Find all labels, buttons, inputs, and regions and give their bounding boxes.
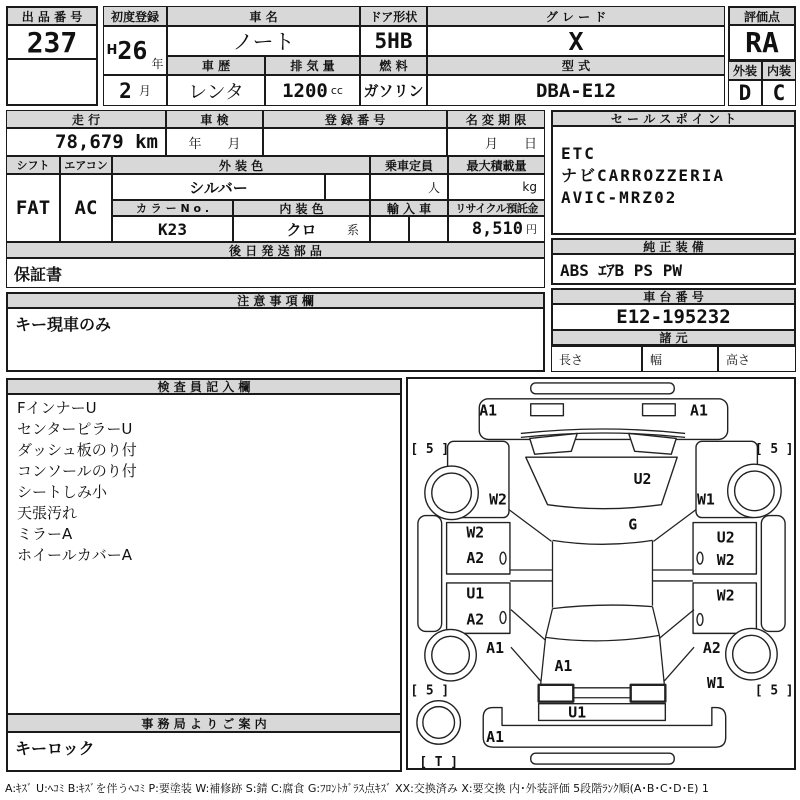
door-handle-shape (500, 612, 506, 624)
spec-height: 高さ (718, 346, 796, 372)
import-cell-2 (409, 216, 448, 242)
condition-marker: A2 (466, 611, 485, 629)
condition-marker: W2 (716, 587, 735, 605)
condition-marker: U2 (633, 470, 652, 488)
sales-line: ETC (561, 144, 596, 163)
recycle-cell (448, 216, 545, 242)
left-taillight-shape (539, 685, 574, 702)
recycle-unit: 円 (526, 223, 537, 236)
exterior-grade: D (728, 80, 762, 106)
capacity-header: 乗車定員 (370, 156, 448, 174)
chassis-header: 車 台 番 号 (551, 288, 796, 305)
ext-color-value: シルバー (112, 174, 325, 200)
color-no-value: K23 (112, 216, 233, 242)
condition-marker: A1 (486, 729, 505, 747)
condition-marker: [ 5 ] (754, 683, 794, 699)
grade-header: グ レ ー ド (427, 6, 725, 26)
spec-width: 幅 (642, 346, 718, 372)
condition-marker: [ 5 ] (410, 442, 450, 458)
later-parts-value: 保証書 (6, 258, 545, 288)
mileage-value: 78,679 km (6, 128, 166, 156)
capacity-value: 人 (370, 174, 448, 200)
door-handle-shape (697, 614, 703, 626)
displacement-header: 排 気 量 (265, 56, 360, 75)
first-reg-era: H (106, 43, 118, 58)
reg-no-header: 登 録 番 号 (263, 110, 447, 128)
history-value: レンタ (167, 75, 265, 106)
shift-header: シフト (6, 156, 60, 174)
auction-no-empty (6, 58, 98, 106)
equipment-value: ABS ｴｱB PS PW (551, 253, 796, 285)
car-name-value: ノート (167, 26, 360, 56)
ext-color-header: 外 装 色 (112, 156, 370, 174)
condition-marker: A2 (702, 640, 721, 658)
reg-no-value (263, 128, 447, 156)
condition-marker: A1 (690, 402, 708, 420)
condition-marker: [ 5 ] (410, 683, 450, 699)
inspector-line: ホイールカバーA (17, 546, 132, 564)
car-diagram (408, 378, 794, 769)
condition-marker: W2 (716, 552, 735, 570)
displacement-cell (265, 75, 360, 106)
aircon-value: AC (60, 174, 112, 242)
condition-marker: U2 (716, 529, 735, 547)
recycle-value: 8,510 (471, 219, 523, 239)
fuel-value: ガソリン (360, 75, 427, 106)
import-header: 輸 入 車 (370, 200, 448, 216)
int-color-cell (233, 216, 370, 242)
model-value: DBA-E12 (427, 75, 725, 106)
spec-length: 長さ (551, 346, 642, 372)
rename-value: 月 日 (447, 128, 545, 156)
first-reg-header: 初度登録 (103, 6, 167, 26)
condition-marker: W2 (466, 524, 485, 542)
office-note: キーロック (6, 731, 402, 772)
door-handle-shape (697, 552, 703, 564)
condition-marker: A1 (479, 402, 498, 420)
front-top-strip-shape (531, 383, 675, 394)
aircon-header: エアコン (60, 156, 112, 174)
displacement-value: 1200 (282, 79, 328, 102)
right-taillight-shape (631, 685, 666, 702)
office-header: 事 務 局 よ り ご 案 内 (6, 713, 402, 733)
fuel-header: 燃 料 (360, 56, 427, 75)
rename-header: 名 変 期 限 (447, 110, 545, 128)
first-reg-month: 2 (119, 78, 132, 103)
condition-marker: W1 (706, 674, 725, 692)
int-color-value: クロ (286, 220, 317, 239)
rear-bottom-strip-shape (531, 753, 675, 764)
hood-shape (526, 457, 677, 508)
condition-marker: W1 (696, 491, 715, 509)
inspection-value: 年 月 (166, 128, 263, 156)
front-grille-right-shape (643, 404, 676, 416)
right-sill-shape (761, 516, 785, 632)
inspector-body (6, 393, 402, 715)
int-color-suffix: 系 (346, 223, 359, 237)
history-header: 車 歴 (167, 56, 265, 75)
car-name-header: 車 名 (167, 6, 360, 26)
spec-header: 諸 元 (551, 329, 796, 346)
interior-grade: C (762, 80, 796, 106)
inspector-line: FインナーU (17, 399, 97, 417)
sales-line: AVIC-MRZ02 (561, 188, 678, 207)
front-grille-left-shape (531, 404, 564, 416)
sales-point-header: セ ー ル ス ポ イ ン ト (551, 110, 796, 127)
door-shape-value: 5HB (360, 26, 427, 56)
first-reg-year: 26 (117, 36, 148, 65)
condition-marker: U1 (568, 704, 587, 722)
grade-value: X (427, 26, 725, 56)
inspector-line: センターピラーU (17, 420, 133, 438)
first-reg-month-suffix: 月 (138, 84, 151, 98)
inspector-line: ダッシュ板のり付 (17, 441, 137, 459)
score-value: RA (728, 24, 796, 61)
left-sill-shape (418, 516, 442, 632)
condition-marker: [ T ] (419, 755, 459, 769)
inspector-line: 天張汚れ (17, 504, 78, 522)
condition-marker: W2 (489, 491, 507, 509)
notes-value: キー現車のみ (6, 307, 545, 372)
first-reg-month-cell (103, 75, 167, 106)
condition-marker: U1 (466, 585, 485, 603)
inspector-line: コンソールのり付 (17, 462, 137, 480)
condition-marker: A1 (486, 640, 505, 658)
mileage-header: 走 行 (6, 110, 166, 128)
exterior-header: 外装 (728, 61, 762, 80)
door-handle-shape (500, 552, 506, 564)
door-shape-header: ドア形状 (360, 6, 427, 26)
inspection-header: 車 検 (166, 110, 263, 128)
payload-header: 最大積載量 (448, 156, 545, 174)
inspector-header: 検 査 員 記 入 欄 (6, 378, 402, 395)
shift-value: FAT (6, 174, 60, 242)
displacement-unit: cc (330, 84, 343, 97)
condition-marker: A2 (466, 550, 485, 568)
auction-no-value: 237 (6, 24, 98, 60)
inspector-line: シートしみ小 (17, 483, 108, 501)
sales-line: ナビCARROZZERIA (561, 166, 725, 185)
condition-marker: [ 5 ] (754, 442, 794, 458)
equipment-header: 純 正 装 備 (551, 238, 796, 255)
rear-panel-shape (539, 704, 666, 721)
model-header: 型 式 (427, 56, 725, 75)
legend-text: A:ｷｽﾞ U:ﾍｺﾐ B:ｷｽﾞを伴うﾍｺﾐ P:要塗装 W:補修跡 S:錆 C:腐食 G:ﾌﾛﾝﾄｶﾞﾗｽ点ｷｽﾞ XX:交換済み X:要交換 内･外装評価 5段階ﾗﾝｸ順(A･B･C･D･E) 1 (5, 782, 709, 795)
sales-point-body (551, 125, 796, 235)
inspector-line: ミラーA (17, 525, 73, 543)
payload-value: kg (448, 174, 545, 200)
color-no-header: カ ラ ー N o . (112, 200, 233, 216)
auction-no-header: 出 品 番 号 (6, 6, 98, 26)
later-parts-header: 後 日 発 送 部 品 (6, 242, 545, 258)
int-color-header: 内 装 色 (233, 200, 370, 216)
import-cell-1 (370, 216, 409, 242)
interior-header: 内装 (762, 61, 796, 80)
first-reg-year-cell (103, 26, 167, 75)
car-diagram-panel (406, 377, 796, 770)
condition-marker: A1 (554, 657, 573, 675)
score-header: 評価点 (728, 6, 796, 26)
condition-marker: G (628, 516, 638, 534)
ext-color-suffix-cell (325, 174, 370, 200)
recycle-header: リサイクル預託金 (448, 200, 545, 216)
first-reg-year-suffix: 年 (151, 57, 164, 71)
chassis-value: E12-195232 (551, 303, 796, 331)
notes-header: 注 意 事 項 欄 (6, 292, 545, 309)
